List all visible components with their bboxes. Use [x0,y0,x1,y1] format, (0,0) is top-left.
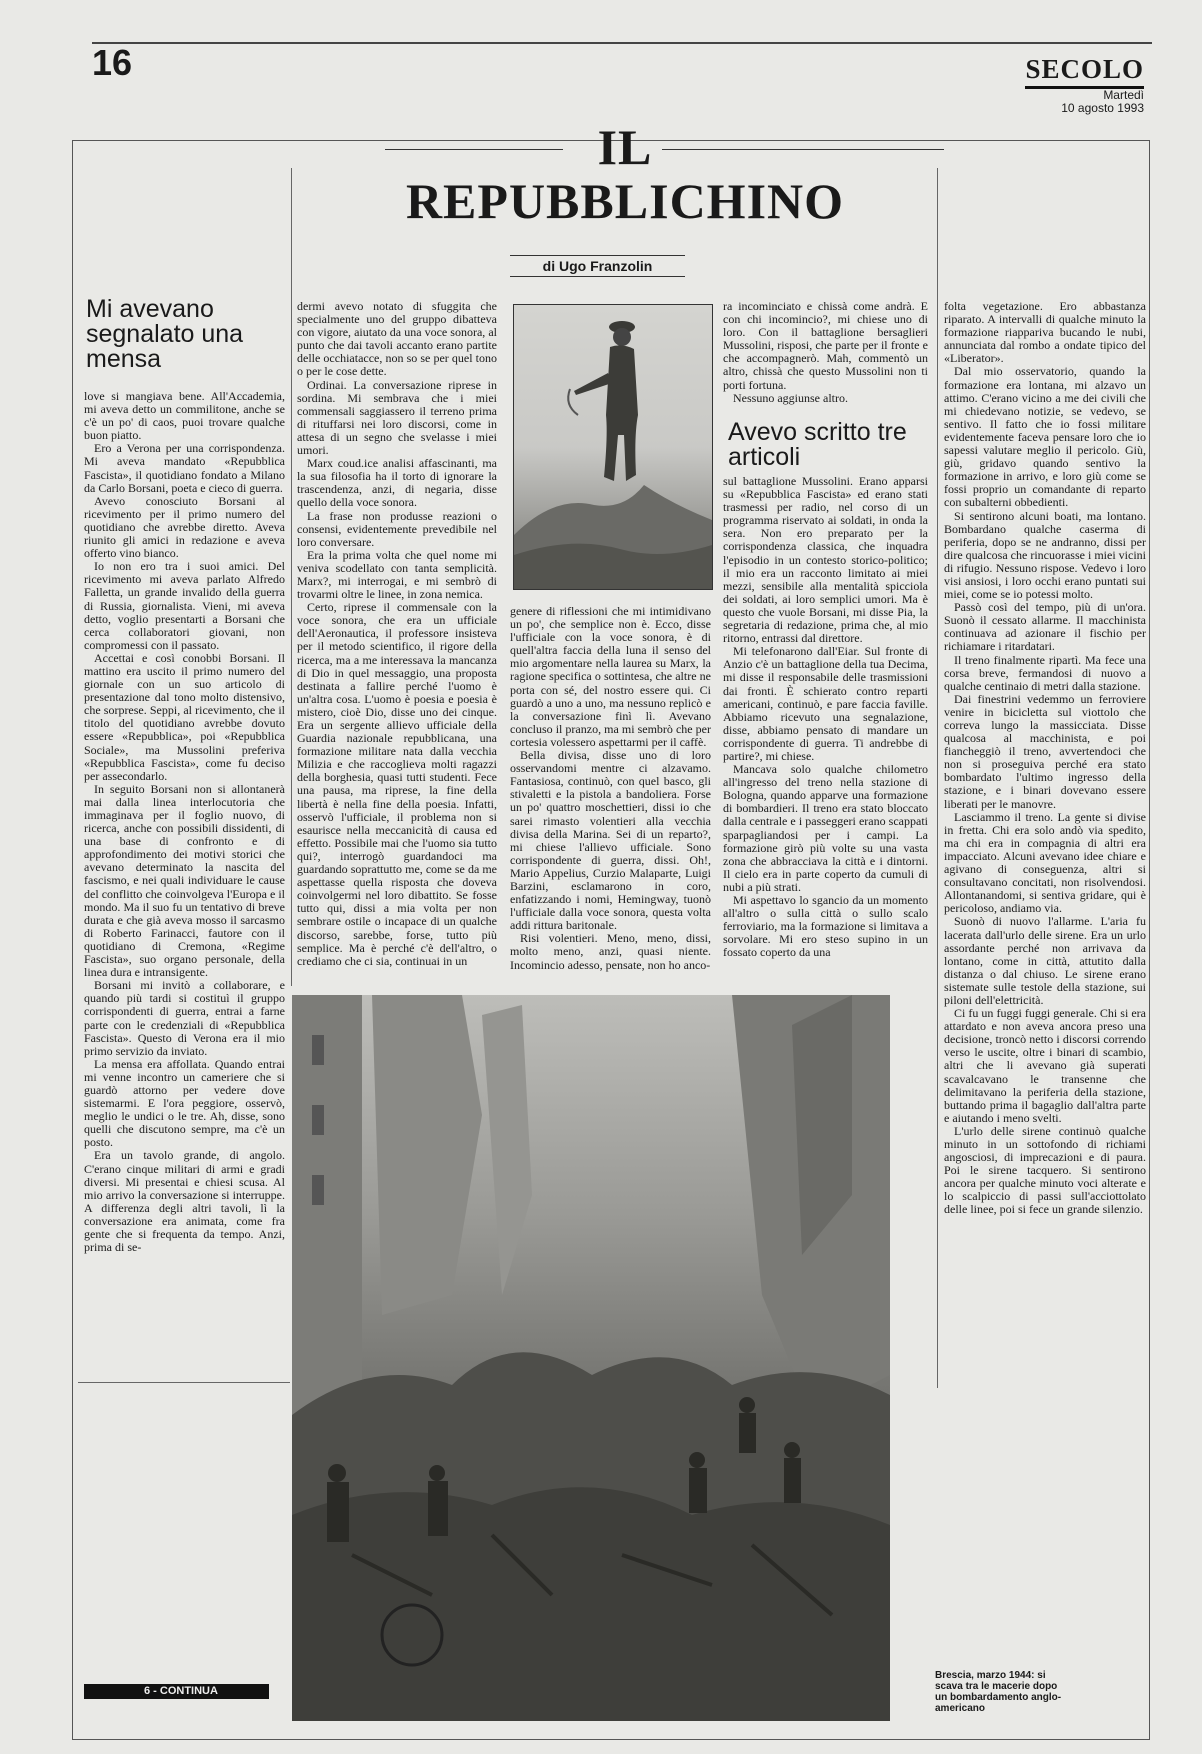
paragraph: Si sentirono alcuni boati, ma lontano. Bombardano qualche caserma di periferia, dopo se ne andranno, dissi per dire qualcosa che rincuorasse i miei vicini di rifugio. Nessuno rispose. Vedevo i loro visi ansiosi, i loro occhi erano puntati sui miei, come se io potessi molto. [944,508,1146,602]
paragraph: Mancava solo qualche chilometro all'ingresso del treno nella stazione di Bologna, quando apparve una formazione di bombardieri. Il treno era stato bloccato dalla centrale e i passeggeri erano scappati sparpagliandosi per i campi. La formazione girò più volte su una vasta zona che abbracciava la città e i dintorni. Il cielo era in parte coperto da cumuli di nubi a più strati. [723,762,928,894]
paragraph: Lasciammo il treno. La gente si divise in fretta. Chi era solo andò via spedito, ma chi era in compagnia di altri era impacciato. Alcuni avevano idee chiare e agivano di conseguenza, altri si consultavano concitati, non risolvendosi. Allontanandomi, si sentiva gridare, qui è pericoloso, andiamo via. [944,809,1146,916]
column-rule [937,168,938,1388]
article-title-line2: REPUBBLICHINO [405,173,845,229]
soldier-silhouette-image [514,305,712,589]
text-column-4b [723,475,928,959]
paragraph: Passò così del tempo, più di un'ora. Suonò il cessato allarme. Il macchinista continuava ad azionare il fischio per richiamare i ritardatari. [944,600,1146,654]
paragraph: Nessuno aggiunse altro. [733,390,848,405]
section-headline-mensa: Mi avevano segnalato una mensa [86,295,244,373]
paragraph: Bella divisa, disse uno di loro osservandomi mentre ci alzavamo. Fantasiosa, continuò, con quel basco, gli stivaletti e la pistola a bandoliera. Forse un po' quattro moschettieri, dissi io che sarei rimasto volentieri alla vecchia divisa della Marina. Sei di un reparto?, mi chiese l'allievo ufficiale. Sono corrispondente di guerra, dissi. Oh!, Mario Appelius, Curzio Malaparte, Luigi Barzini, esclamarono in coro, enfatizzando i nomi, Hemingway, tuonò l'ufficiale dalla voce sonora, questa volta addi rittura baritonale. [510,748,711,933]
paragraph: folta vegetazione. Ero abbastanza riparato. A intervalli di qualche minuto la formazione riappariva bucando le nubi, annunciata dal rombo a ondate tipico del «Liberator». [944,299,1146,366]
paragraph: Suonò di nuovo l'allarme. L'aria fu lacerata dall'urlo delle sirene. Era un urlo assordante perché non arrivava da lontano, come in città, attutito dalla distanza o dal chiuso. Le sirene erano sistemate sulle testole della stazione, sui piloni dell'elettricità. [944,914,1146,1007]
continua-banner: 6 - CONTINUA [84,1684,269,1699]
paragraph: love si mangiava bene. All'Accademia, mi aveva detto un commilitone, anche se c'è un po' di caos, puoi trovare qualche buon piatto. [84,389,285,443]
paragraph: Marx coud.ice analisi affascinanti, ma la sua filosofia ha il torto di ignorare la trascendenza, anzi, di negaria, disse quello della voce sonora. [297,456,497,510]
paragraph: Accettai e così conobbi Borsani. Il mattino era uscito il primo numero del giornale con un suo articolo di presentazione dal tono molto distensivo, che sorprese. Seppi, al ricevimento, che il titolo del quotidiano avrebbe dovuto essere «Repubblica», poi «Repubblica Sociale», ma Mussolini preferiva «Repubblica Fascista», come fu deciso per assecondarlo. [84,650,285,783]
paragraph: Borsani mi invitò a collaborare, e quando più tardi si costituì il gruppo corrispondenti di guerra, entrai a farne parte con le credenziali di «Repubblica Fascista». Questo di Verona era il mio primo servizio da inviato. [84,978,285,1058]
paragraph: La mensa era affollata. Quando entrai mi venne incontro un cameriere che si guardò attorno per vedere dove sistemarmi. E l'ora peggiore, osservò, meglio le undici o le tre. Ah, disse, sono quelli che discutono sempre, ma c'è un posto. [84,1056,285,1150]
column-end-rule [78,1382,290,1383]
paragraph: Dal mio osservatorio, quando la formazione era lontana, mi alzavo un attimo. C'erano vicino a me dei civili che mi chiedevano notizie, se vedevo, se sentivo. Il fatto che io fossi militare evidentemente faceva pensare loro che io sapessi valutare meglio il pericolo. Giù, giù, gridavo quando sentivo la formazione in arrivo, e loro giù come se fossi proprio un comandante di reparto con subalterni obbedienti. [944,364,1146,510]
paragraph: sul battaglione Mussolini. Erano apparsi su «Repubblica Fascista» ed erano stati trasmessi per radio, nel corso di un programma riservato ai soldati, in onda la sera. Non ero preparato per la corrispondenza classica, che inquadra l'episodio in un contesto storico-politico; il mio era un racconto limitato ai miei mezzi, sensibile alla mentalità spicciola dei soldati, ai loro semplici umori. Ma è questo che vuole Borsani, mi disse Pia, la segretaria di redazione, prima che, al mio ritorno, entrassi dal direttore. [723,474,928,646]
paragraph: Il treno finalmente ripartì. Ma fece una corsa breve, fermandosi di nuovo a qualche centinaio di metri dalla stazione. [944,652,1146,693]
column-rule [291,168,292,986]
paragraph: genere di riflessioni che mi intimidivano un po', che semplice non è. Ecco, disse l'ufficiale con la voce sonora, è di quell'altra faccia della luna il senso del mio argomentare nella laurea su Marx, la ragione specifica o sottintesa, che altre ne porta con sé, del nostro essere qui. Ci guardò a uno a uno, ma nessuno replicò e la conversazione finì lì. Avevano concluso il pranzo, ma mi sembrò che per cortesia volessero aspettarmi per il caffè. [510,604,711,749]
paragraph: Certo, riprese il commensale con la voce sonora, che era un ufficiale dell'Aeronautica, il professore insisteva per il metodo scientifico, il rigore della ricerca, ma a me interessava la mancanza di Dio in quel messaggio, una proposta destinata a fallire perché l'uomo è un'altra cosa. L'uomo è poesia e poesia è mistero, cioè Dio, disse uno dei cinque. Era un sergente allievo ufficiale della Guardia nazionale repubblicana, una formazione militare nata dalla vecchia Milizia e che raccoglieva molti ragazzi della borghesia, quasi tutti studenti. Fece una pausa, ma riprese, la fine della libertà è nella fine della poesia. Infatti, osservò l'ufficiale, il problema non si esaurisce nella meccanicità di causa ed effetto. Possibile mai che l'uomo sia tutto qui?, interrogò guardandoci ma guardando soprattutto me, come se da me aspettasse quella risposta che doveva coinvolgermi nel loro dibattito. Se fosse tutto qui, dissi a mia volta per non sembrare ostile o incapace di un qualche discorso, sarebbe, forse, tutto più semplice. Ma è perché c'è dell'altro, o crediamo che ci sia, continuai in un [297,600,497,968]
article-title [300,120,950,228]
paragraph: Avevo conosciuto Borsani al ricevimento per il primo numero del quotidiano che avrebbe diretto. Aveva riunito gli amici in redazione e aveva offerto vino bianco. [84,493,285,561]
masthead [1025,54,1144,115]
rubble-photo [292,995,890,1721]
text-column-4 [723,300,928,405]
text-column-2 [297,300,497,968]
text-column-3 [510,605,711,972]
paragraph: Mi aspettavo lo sgancio da un momento all'altro o sulla città o sullo scalo ferroviario, ma la formazione si limitava a sorvolare. Mi ero steso supino in un fossato coperto da una [723,893,928,960]
paragraph: Dai finestrini vedemmo un ferroviere venire in bicicletta sul viottolo che correva lungo la massicciata. Disse qualcosa al macchinista, e poi fiancheggiò il treno, avvertendoci che non si proseguiva perché era stato bombardato l'ultimo ingresso della stazione, e i binari dovevano essere liberati per le manovre. [944,691,1146,811]
text-column-5 [944,300,1146,1217]
paragraph: Era un tavolo grande, di angolo. C'erano cinque militari di armi e gradi diversi. Mi presentai e chiesi scusa. Al mio arrivo la conversazione si interruppe. A differenza degli altri tavoli, lì la conversazione era animata, come fra gente che si frequenta da tempo. Anzi, prima di se- [84,1148,285,1255]
paragraph: dermi avevo notato di sfuggita che specialmente uno del gruppo dibatteva con vigore, aiutato da una voce sonora, al punto che dai tavoli accanto erano partite delle occhiatacce, non so se per quel tono o per le cose dette. [297,299,497,379]
paragraph: Mi telefonarono dall'Eiar. Sul fronte di Anzio c'è un battaglione della tua Decima, mi disse il responsabile delle trasmissioni dai fronti. È schierato contro reparti americani, continuò, e pare faccia faville. Abbiamo ricevuto una segnalazione, disse, abbiamo pensato di mandare un corrispondente di guerra. Ti andrebbe di partire?, mi chiese. [723,644,928,763]
paragraph: Ero a Verona per una corrispondenza. Mi aveva mandato «Repubblica Fascista», il quotidiano fondato a Milano da Carlo Borsani, poeta e cieco di guerra. [84,441,285,495]
paragraph: Risi volentieri. Meno, meno, dissi, molto meno, anzi, quasi niente. Incomincio adesso, pensate, non ho anco- [510,931,711,972]
text-column-1 [84,390,285,1254]
page-number: 16 [92,42,133,83]
paragraph: Era la prima volta che quel nome mi veniva scodellato con tanta semplicità. Marx?, mi interrogai, e mi sembrò di trovarmi oltre le linee, in zona nemica. [297,547,497,602]
article-title-line1: IL [597,119,653,175]
ruins-image [292,995,890,1721]
paragraph: Ci fu un fuggi fuggi generale. Chi si era attardato e non aveva ancora preso una decisione, troncò netto i discorsi correndo verso le uscite, oltre i binari di scambio, altri che li avevano già superati scavalcavano le transenne che delimitavano la periferia della stazione, buttando prima il bagaglio dall'altra parte e aiutando i meno svelti. [944,1006,1146,1125]
newspaper-logo: SECOLO [1025,54,1144,89]
soldier-photo [513,304,713,590]
masthead-day: Martedì [1103,88,1144,102]
paragraph: L'urlo delle sirene continuò qualche minuto in un sottofondo di richiami angosciosi, di imprecazioni e di paura. Poi le sirene tacquero. Si sentirono ancora per qualche minuto voci alterate e lo scalpiccio di passi sull'acciottolato delle linee, poi si fece un grande silenzio. [944,1123,1146,1217]
paragraph: In seguito Borsani non si allontanerà mai dalla linea interlocutoria che immaginava per il foglio nuovo, di ricerca, anche con possibili dissidenti, di una base di confronto e di approfondimento dei motivi storici che avevano determinato la nascita del fascismo, e nei quali individuare le cause del conflitto che coinvolgeva l'Europa e il mondo. Ma il suo fu un tentativo di breve durata e che già aveva mosso il sarcasmo di Roberto Farinacci, fautore con il quotidiano di Cremona, «Regime Fascista», suo organo personale, della linea dura e intransigente. [84,781,285,980]
paragraph: La frase non produsse reazioni o consensi, evidentemente prevedibile nel loro conversare. [297,508,497,549]
paragraph: ra incominciato e chissà come andrà. E con chi incomincio?, mi chiese uno di loro. Con il battaglione bersaglieri Mussolini, risposi, che parte per il fronte e che accompagnerò. Mah, commentò un altro, chissà che questo Mussolini non ti porti fortuna. [723,299,928,392]
paragraph: Io non ero tra i suoi amici. Del ricevimento mi aveva parlato Alfredo Falletta, un grande invalido della guerra di Russia, giornalista. Vieni, mi aveva detto, voglio presentarti a Borsani che cerca collaboratori giovani, non compromessi con il passato. [84,559,285,652]
paragraph: Ordinai. La conversazione riprese in sordina. Mi sembrava che i miei commensali saggiassero il terreno prima di rituffarsi nei loro discorsi, come in attesa di un segno che svelasse i miei umori. [297,377,497,458]
section-headline-articoli: Avevo scritto tre articoli [728,418,907,471]
photo-caption: Brescia, marzo 1944: si scava tra le macerie dopo un bombardamento anglo-americano [935,1670,1062,1714]
masthead-date: 10 agosto 1993 [1061,101,1144,115]
byline: di Ugo Franzolin [510,255,685,277]
top-rule [92,42,1152,44]
